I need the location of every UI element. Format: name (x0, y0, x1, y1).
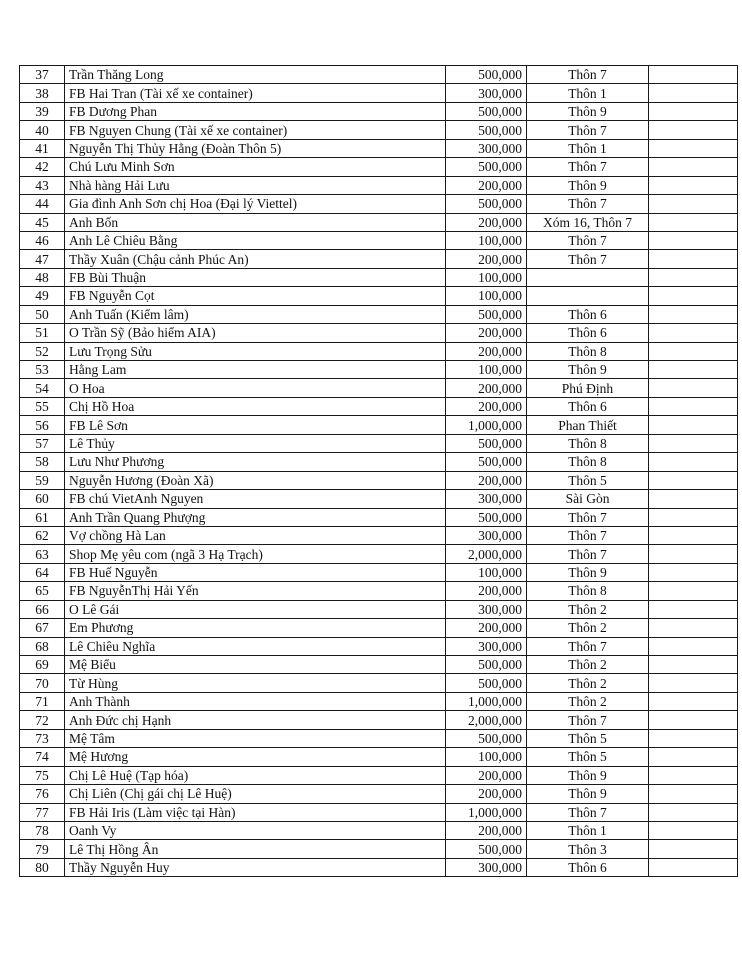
row-number: 51 (20, 324, 65, 342)
note-cell (649, 803, 738, 821)
row-number: 59 (20, 471, 65, 489)
donation-amount: 200,000 (446, 766, 527, 784)
table-row (20, 250, 738, 268)
table-row (20, 342, 738, 360)
donation-amount: 300,000 (446, 637, 527, 655)
row-number: 74 (20, 748, 65, 766)
note-cell (649, 526, 738, 544)
table-row (20, 748, 738, 766)
donor-name: Hằng Lam (65, 361, 446, 379)
donor-name: Lê Chiêu Nghĩa (65, 637, 446, 655)
table-row (20, 508, 738, 526)
row-number: 64 (20, 563, 65, 581)
donor-place: Thôn 3 (527, 840, 649, 858)
note-cell (649, 250, 738, 268)
donation-amount: 500,000 (446, 121, 527, 139)
donation-table-body (20, 66, 738, 877)
donor-place: Thôn 9 (527, 176, 649, 194)
table-row (20, 490, 738, 508)
table-row (20, 84, 738, 102)
donor-place: Thôn 8 (527, 582, 649, 600)
donation-amount: 100,000 (446, 268, 527, 286)
table-row (20, 379, 738, 397)
table-row (20, 656, 738, 674)
donor-place: Thôn 7 (527, 195, 649, 213)
donor-place: Thôn 7 (527, 803, 649, 821)
note-cell (649, 840, 738, 858)
donation-amount: 500,000 (446, 102, 527, 120)
note-cell (649, 305, 738, 323)
row-number: 52 (20, 342, 65, 360)
row-number: 57 (20, 434, 65, 452)
donation-amount: 500,000 (446, 305, 527, 323)
row-number: 61 (20, 508, 65, 526)
donor-place: Thôn 7 (527, 66, 649, 84)
note-cell (649, 490, 738, 508)
table-row (20, 268, 738, 286)
donor-place: Thôn 8 (527, 434, 649, 452)
donor-place: Thôn 9 (527, 361, 649, 379)
donor-name: Trần Thăng Long (65, 66, 446, 84)
table-row (20, 563, 738, 581)
donor-place: Sài Gòn (527, 490, 649, 508)
donation-amount: 200,000 (446, 821, 527, 839)
row-number: 37 (20, 66, 65, 84)
note-cell (649, 434, 738, 452)
donation-amount: 1,000,000 (446, 692, 527, 710)
note-cell (649, 84, 738, 102)
row-number: 44 (20, 195, 65, 213)
row-number: 56 (20, 416, 65, 434)
donor-name: O Trần Sỹ (Bảo hiểm AIA) (65, 324, 446, 342)
note-cell (649, 268, 738, 286)
donor-place (527, 287, 649, 305)
donor-name: Từ Hùng (65, 674, 446, 692)
table-row (20, 785, 738, 803)
donor-place: Thôn 7 (527, 711, 649, 729)
row-number: 63 (20, 545, 65, 563)
donor-place (527, 268, 649, 286)
note-cell (649, 361, 738, 379)
donor-name: Anh Lê Chiêu Bằng (65, 231, 446, 249)
note-cell (649, 102, 738, 120)
donation-amount: 500,000 (446, 840, 527, 858)
donor-name: Thầy Xuân (Chậu cảnh Phúc An) (65, 250, 446, 268)
row-number: 40 (20, 121, 65, 139)
table-row (20, 711, 738, 729)
row-number: 41 (20, 139, 65, 157)
donor-place: Thôn 7 (527, 158, 649, 176)
row-number: 48 (20, 268, 65, 286)
donor-name: FB Bùi Thuận (65, 268, 446, 286)
row-number: 45 (20, 213, 65, 231)
table-row (20, 66, 738, 84)
table-row (20, 361, 738, 379)
donation-amount: 1,000,000 (446, 803, 527, 821)
donor-place: Thôn 9 (527, 785, 649, 803)
note-cell (649, 637, 738, 655)
row-number: 66 (20, 600, 65, 618)
table-row (20, 139, 738, 157)
row-number: 79 (20, 840, 65, 858)
table-row (20, 545, 738, 563)
row-number: 55 (20, 397, 65, 415)
donation-amount: 1,000,000 (446, 416, 527, 434)
note-cell (649, 858, 738, 876)
donor-place: Thôn 7 (527, 250, 649, 268)
donation-amount: 100,000 (446, 563, 527, 581)
note-cell (649, 582, 738, 600)
note-cell (649, 213, 738, 231)
note-cell (649, 545, 738, 563)
note-cell (649, 729, 738, 747)
donor-name: Lê Thị Hồng Ân (65, 840, 446, 858)
row-number: 43 (20, 176, 65, 194)
row-number: 46 (20, 231, 65, 249)
note-cell (649, 563, 738, 581)
donor-place: Thôn 7 (527, 545, 649, 563)
row-number: 38 (20, 84, 65, 102)
donation-amount: 200,000 (446, 176, 527, 194)
donor-place: Thôn 7 (527, 231, 649, 249)
table-row (20, 324, 738, 342)
table-row (20, 821, 738, 839)
donor-name: Vợ chồng Hà Lan (65, 526, 446, 544)
donation-amount: 300,000 (446, 490, 527, 508)
table-row (20, 195, 738, 213)
table-row (20, 158, 738, 176)
note-cell (649, 195, 738, 213)
note-cell (649, 785, 738, 803)
note-cell (649, 231, 738, 249)
note-cell (649, 324, 738, 342)
donor-place: Thôn 7 (527, 508, 649, 526)
donor-place: Thôn 1 (527, 84, 649, 102)
table-row (20, 176, 738, 194)
donor-place: Xóm 16, Thôn 7 (527, 213, 649, 231)
donation-amount: 2,000,000 (446, 545, 527, 563)
row-number: 77 (20, 803, 65, 821)
donor-place: Thôn 2 (527, 656, 649, 674)
donation-amount: 500,000 (446, 434, 527, 452)
donation-amount: 300,000 (446, 84, 527, 102)
table-row (20, 803, 738, 821)
donation-amount: 300,000 (446, 858, 527, 876)
donor-place: Thôn 2 (527, 619, 649, 637)
row-number: 69 (20, 656, 65, 674)
note-cell (649, 416, 738, 434)
donor-name: Chú Lưu Minh Sơn (65, 158, 446, 176)
donation-amount: 500,000 (446, 453, 527, 471)
donor-place: Thôn 6 (527, 324, 649, 342)
table-row (20, 231, 738, 249)
donor-name: Shop Mẹ yêu com (ngã 3 Hạ Trạch) (65, 545, 446, 563)
note-cell (649, 139, 738, 157)
donation-amount: 500,000 (446, 66, 527, 84)
note-cell (649, 121, 738, 139)
donation-amount: 200,000 (446, 471, 527, 489)
donor-place: Phan Thiết (527, 416, 649, 434)
table-row (20, 729, 738, 747)
row-number: 80 (20, 858, 65, 876)
table-row (20, 102, 738, 120)
donation-amount: 500,000 (446, 729, 527, 747)
note-cell (649, 821, 738, 839)
note-cell (649, 176, 738, 194)
donation-amount: 200,000 (446, 619, 527, 637)
donor-place: Thôn 6 (527, 858, 649, 876)
table-row (20, 858, 738, 876)
donor-place: Thôn 9 (527, 563, 649, 581)
donation-amount: 300,000 (446, 526, 527, 544)
donor-name: Chị Liên (Chị gái chị Lê Huệ) (65, 785, 446, 803)
donor-name: Em Phương (65, 619, 446, 637)
row-number: 71 (20, 692, 65, 710)
donor-name: Mệ Hương (65, 748, 446, 766)
donor-name: O Lê Gái (65, 600, 446, 618)
note-cell (649, 397, 738, 415)
table-row (20, 213, 738, 231)
donor-name: Nguyễn Hương (Đoàn Xã) (65, 471, 446, 489)
donation-amount: 300,000 (446, 600, 527, 618)
donor-name: Oanh Vy (65, 821, 446, 839)
note-cell (649, 766, 738, 784)
donation-amount: 200,000 (446, 397, 527, 415)
donation-amount: 500,000 (446, 158, 527, 176)
row-number: 70 (20, 674, 65, 692)
table-row (20, 600, 738, 618)
note-cell (649, 342, 738, 360)
donor-name: FB chú VietAnh Nguyen (65, 490, 446, 508)
donor-place: Thôn 5 (527, 729, 649, 747)
donor-name: Lưu Như Phương (65, 453, 446, 471)
note-cell (649, 692, 738, 710)
donor-name: FB Huế Nguyễn (65, 563, 446, 581)
donor-place: Thôn 2 (527, 600, 649, 618)
table-row (20, 471, 738, 489)
row-number: 67 (20, 619, 65, 637)
table-row (20, 674, 738, 692)
donor-name: Anh Đức chị Hạnh (65, 711, 446, 729)
donation-amount: 300,000 (446, 139, 527, 157)
donor-name: FB Nguyen Chung (Tài xế xe container) (65, 121, 446, 139)
row-number: 42 (20, 158, 65, 176)
donation-amount: 200,000 (446, 379, 527, 397)
note-cell (649, 619, 738, 637)
donor-name: Gia đình Anh Sơn chị Hoa (Đại lý Viettel) (65, 195, 446, 213)
donation-amount: 200,000 (446, 213, 527, 231)
note-cell (649, 453, 738, 471)
table-row (20, 619, 738, 637)
row-number: 78 (20, 821, 65, 839)
note-cell (649, 711, 738, 729)
table-row (20, 582, 738, 600)
donor-name: FB Dương Phan (65, 102, 446, 120)
row-number: 54 (20, 379, 65, 397)
note-cell (649, 471, 738, 489)
note-cell (649, 656, 738, 674)
donor-place: Thôn 9 (527, 102, 649, 120)
donation-table (19, 65, 738, 877)
table-row (20, 637, 738, 655)
row-number: 65 (20, 582, 65, 600)
donor-place: Thôn 7 (527, 637, 649, 655)
table-row (20, 397, 738, 415)
donor-place: Thôn 8 (527, 453, 649, 471)
donor-place: Thôn 6 (527, 305, 649, 323)
note-cell (649, 508, 738, 526)
donor-name: FB NguyễnThị Hải Yến (65, 582, 446, 600)
table-row (20, 416, 738, 434)
note-cell (649, 674, 738, 692)
donor-name: Lưu Trọng Sửu (65, 342, 446, 360)
donation-amount: 2,000,000 (446, 711, 527, 729)
donor-place: Thôn 5 (527, 471, 649, 489)
row-number: 72 (20, 711, 65, 729)
donor-place: Thôn 7 (527, 526, 649, 544)
row-number: 73 (20, 729, 65, 747)
donor-name: FB Lê Sơn (65, 416, 446, 434)
table-row (20, 434, 738, 452)
donor-name: Thầy Nguyễn Huy (65, 858, 446, 876)
row-number: 58 (20, 453, 65, 471)
donor-name: O Hoa (65, 379, 446, 397)
donor-place: Thôn 2 (527, 692, 649, 710)
row-number: 75 (20, 766, 65, 784)
donation-amount: 200,000 (446, 582, 527, 600)
donor-name: Anh Trần Quang Phượng (65, 508, 446, 526)
donor-name: Chị Lê Huệ (Tạp hóa) (65, 766, 446, 784)
donor-place: Phú Định (527, 379, 649, 397)
row-number: 50 (20, 305, 65, 323)
donor-name: Nhà hàng Hải Lưu (65, 176, 446, 194)
row-number: 47 (20, 250, 65, 268)
donation-amount: 200,000 (446, 785, 527, 803)
donor-name: Mệ Biểu (65, 656, 446, 674)
donor-name: Nguyễn Thị Thủy Hằng (Đoàn Thôn 5) (65, 139, 446, 157)
donation-amount: 100,000 (446, 287, 527, 305)
donation-amount: 100,000 (446, 748, 527, 766)
donor-name: Chị Hồ Hoa (65, 397, 446, 415)
table-row (20, 121, 738, 139)
note-cell (649, 379, 738, 397)
donation-amount: 500,000 (446, 195, 527, 213)
note-cell (649, 600, 738, 618)
note-cell (649, 287, 738, 305)
donation-amount: 500,000 (446, 674, 527, 692)
table-row (20, 287, 738, 305)
donor-place: Thôn 9 (527, 766, 649, 784)
table-row (20, 766, 738, 784)
row-number: 76 (20, 785, 65, 803)
note-cell (649, 66, 738, 84)
donor-place: Thôn 8 (527, 342, 649, 360)
donor-place: Thôn 6 (527, 397, 649, 415)
row-number: 60 (20, 490, 65, 508)
table-row (20, 453, 738, 471)
donor-place: Thôn 5 (527, 748, 649, 766)
donor-name: Anh Thành (65, 692, 446, 710)
donation-amount: 200,000 (446, 324, 527, 342)
donor-name: FB Hai Tran (Tài xế xe container) (65, 84, 446, 102)
donor-name: Lê Thủy (65, 434, 446, 452)
row-number: 39 (20, 102, 65, 120)
donor-place: Thôn 1 (527, 821, 649, 839)
donor-name: FB Nguyễn Cọt (65, 287, 446, 305)
donation-amount: 100,000 (446, 361, 527, 379)
donor-name: FB Hải Iris (Làm việc tại Hàn) (65, 803, 446, 821)
donor-place: Thôn 7 (527, 121, 649, 139)
donor-place: Thôn 2 (527, 674, 649, 692)
row-number: 49 (20, 287, 65, 305)
row-number: 68 (20, 637, 65, 655)
table-row (20, 840, 738, 858)
row-number: 62 (20, 526, 65, 544)
donor-place: Thôn 1 (527, 139, 649, 157)
note-cell (649, 748, 738, 766)
table-row (20, 305, 738, 323)
note-cell (649, 158, 738, 176)
donation-amount: 500,000 (446, 656, 527, 674)
donor-name: Anh Tuấn (Kiểm lâm) (65, 305, 446, 323)
donation-amount: 100,000 (446, 231, 527, 249)
donor-name: Mệ Tâm (65, 729, 446, 747)
donation-amount: 500,000 (446, 508, 527, 526)
donation-amount: 200,000 (446, 342, 527, 360)
donor-name: Anh Bốn (65, 213, 446, 231)
table-row (20, 526, 738, 544)
table-row (20, 692, 738, 710)
row-number: 53 (20, 361, 65, 379)
donation-amount: 200,000 (446, 250, 527, 268)
